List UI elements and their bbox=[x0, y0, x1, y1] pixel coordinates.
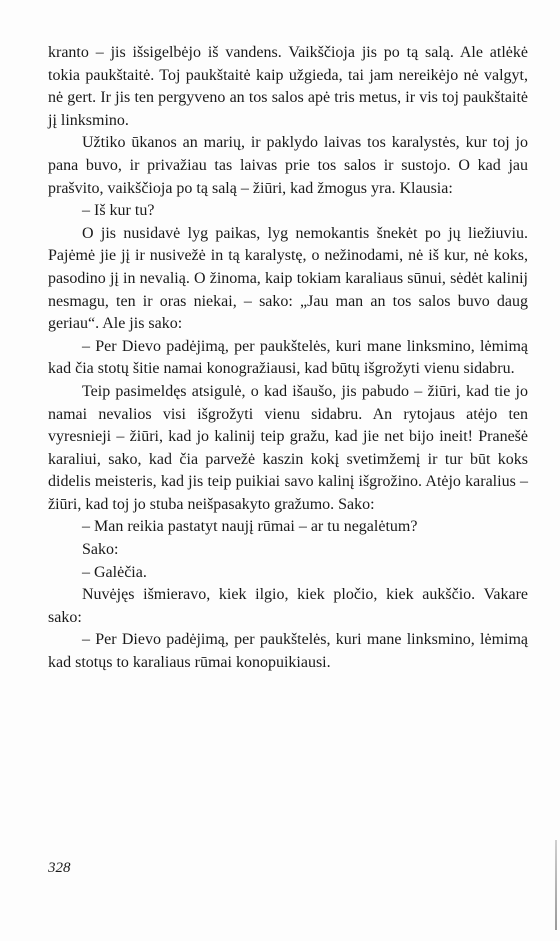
paragraph-6: Teip pasimeldęs atsigulė, o kad išaušo, jis pabudo – žiūri, kad tie jo namai nevalios visi išgrožyti vienu sidabru. An rytojaus atėjo ten vyresnieji – žiūri, kad jo kalinij teip gražu, kad jie net bijo ineit! Pranešė karaliui, sako, kad čia parvežė kaszin kokį svetimžemį ir tur būt koks didelis meisteris, kad jis teip puikiai savo kalinį išgrožino. Atėjo karalius – žiūri, kad toj jo stuba neišpasakyto gražumo. Sako: bbox=[48, 382, 528, 513]
paragraph-8: Sako: bbox=[82, 541, 119, 559]
paragraph-3: – Iš kur tu? bbox=[82, 202, 155, 220]
page-number: 328 bbox=[48, 860, 71, 876]
paragraph-5: – Per Dievo padėjimą, per paukštelės, kuri mane linksmino, lėmimą kad čia stotų šitie namai konogražiausi, kad būtų išgrožyti vienu sidabru. bbox=[48, 337, 528, 378]
paragraph-11: – Per Dievo padėjimą, per paukštelės, kuri mane linksmino, lėmimą kad stotųs to karaliaus rūmai konopuikiausi. bbox=[48, 631, 528, 672]
paragraph-9: – Galėčia. bbox=[82, 563, 147, 581]
paragraph-2: Užtiko ūkanos an marių, ir paklydo laivas tos karalystės, kur toj jo pana buvo, ir privažiau tas laivas prie tos salos ir sustojo. O kad jau prašvito, vaikščioja po tą salą – žiūri, kad žmogus yra. Klausia: bbox=[48, 134, 528, 197]
page-edge-shadow bbox=[555, 840, 557, 930]
paragraph-4: O jis nusidavė lyg paikas, lyg nemokantis šnekėt po jų liežiuviu. Pajėmė jie jį ir nusivežė in tą karalystę, o nežinodami, nė iš kur, nė koks, pasodino jį in nevalią. O žinoma, kaip tokiam karaliaus sūnui, sėdėt kalinij nesmagu, ten ir oras niekai, – sako: „Jau man an tos salos buvo daug geriau“. Ale jis sako: bbox=[48, 224, 528, 333]
paragraph-7: – Man reikia pastatyt naujį rūmai – ar tu negalėtum? bbox=[82, 518, 418, 536]
paragraph-10: Nuvėjęs išmieravo, kiek ilgio, kiek pločio, kiek aukščio. Vakare sako: bbox=[48, 586, 528, 626]
paragraph-1: kranto – jis išsigelbėjo iš vandens. Vaikščioja jis po tą salą. Ale atlėkė tokia paukštaitė. Toj paukštaitė kaip užgieda, tai jam nereikėjo nė valgyt, nė gert. Ir jis ten pergyveno an tos salos apė tris metus, ir vis toj paukštaitė jį linksmino. bbox=[48, 44, 528, 129]
body-text bbox=[48, 42, 528, 675]
